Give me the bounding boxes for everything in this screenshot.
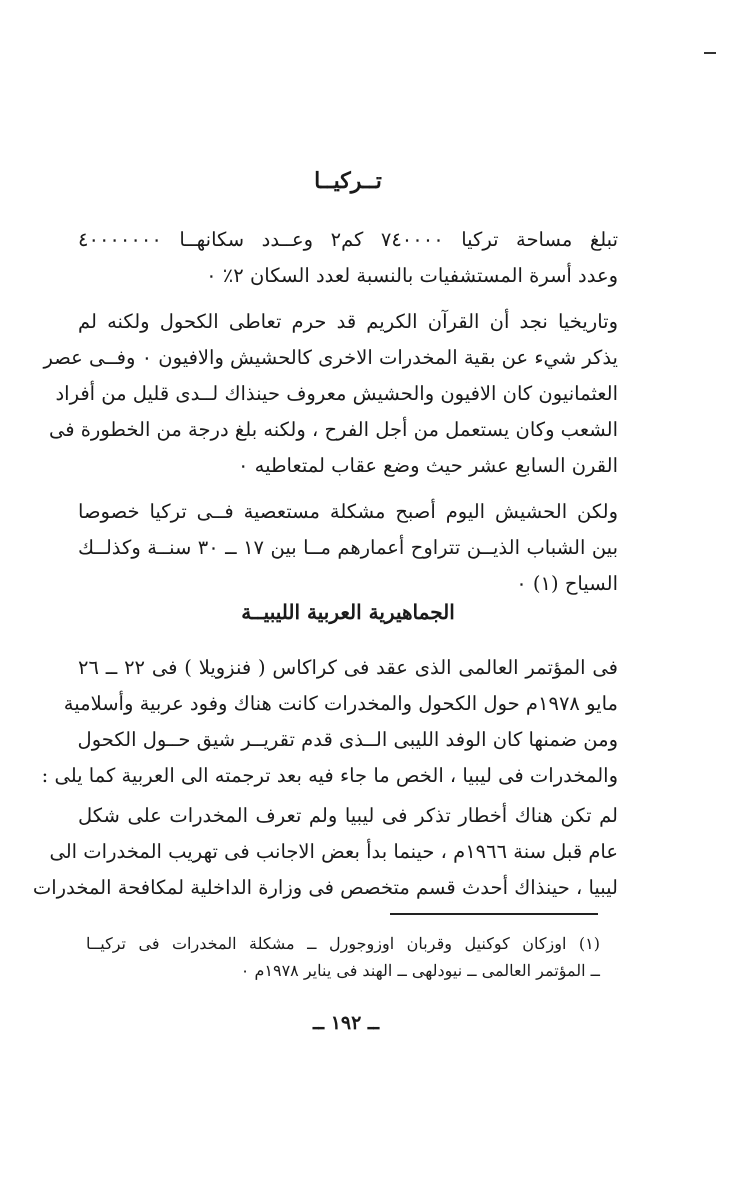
paragraph-libya-report [32,798,618,906]
text-line: الشعب وكان يستعمل من أجل الفرح ، ولكنه بلغ درجة من الخطورة فى [48,418,618,441]
text-line: بين الشباب الذيــن تتراوح أعمارهم مــا بين ١٧ ــ ٣٠ سنــة وكذلــك [78,536,618,559]
footnote [86,930,600,984]
section-heading-libya: الجماهيرية العربية الليبيــة [241,600,455,624]
footnote-divider [390,913,598,915]
footnote-line: ــ المؤتمر العالمى ــ نيودلهى ــ الهند فى يناير ١٩٧٨م ٠ [240,961,600,980]
text-line: القرن السابع عشر حيث وضع عقاب لمتعاطيه ٠ [237,454,618,477]
text-line: مايو ١٩٧٨م حول الكحول والمخدرات كانت هناك وفود عربية وأسلامية [63,692,618,715]
text-line: ومن ضمنها كان الوفد الليبى الــذى قدم تقريــر شيق حــول الكحول [77,728,618,751]
page-number: ــ ١٩٢ ــ [312,1012,380,1034]
text-line: يذكر شيء عن بقية المخدرات الاخرى كالحشيش والافيون ٠ وفــى عصر [43,346,618,369]
footnote-line: (١) اوزكان كوكنيل وقربان اوزوجورل ــ مشكلة المخدرات فى تركيــا [86,934,600,953]
text-line: تبلغ مساحة تركيا ٧٤٠٠٠٠ كم٢ وعــدد سكانهــا ٤٠٠٠٠٠٠٠ [78,228,618,251]
paragraph-turkey-today [78,494,618,602]
paragraph-turkey-area [78,222,618,294]
text-line: السياح (١) ٠ [516,572,618,595]
text-line: ولكن الحشيش اليوم أصبح مشكلة مستعصية فــى تركيا خصوصا [78,500,618,523]
text-line: لم تكن هناك أخطار تذكر فى ليبيا ولم تعرف المخدرات على شكل [78,804,618,827]
scan-mark [704,52,716,54]
text-line: ليبيا ، حينذاك أحدث قسم متخصص فى وزارة الداخلية لمكافحة المخدرات [32,876,618,899]
text-line: وعدد أسرة المستشفيات بالنسبة لعدد السكان ٢٪ ٠ [206,264,618,287]
text-line: والمخدرات فى ليبيا ، الخص ما جاء فيه بعد ترجمته الى العربية كما يلى : [41,764,618,787]
text-line: وتاريخيا نجد أن القرآن الكريم قد حرم تعاطى الكحول ولكنه لم [78,310,618,333]
paragraph-turkey-history [43,304,618,484]
text-line: عام قبل سنة ١٩٦٦م ، حينما بدأ بعض الاجانب فى تهريب المخدرات الى [49,840,618,863]
section-heading-turkey: تــركيــا [314,168,382,194]
text-line: العثمانيون كان الافيون والحشيش معروف حينذاك لــدى قليل من أفراد [55,382,618,405]
paragraph-libya-conference [41,650,619,794]
text-line: فى المؤتمر العالمى الذى عقد فى كراكاس ( فنزويلا ) فى ٢٢ ــ ٢٦ [78,656,619,679]
